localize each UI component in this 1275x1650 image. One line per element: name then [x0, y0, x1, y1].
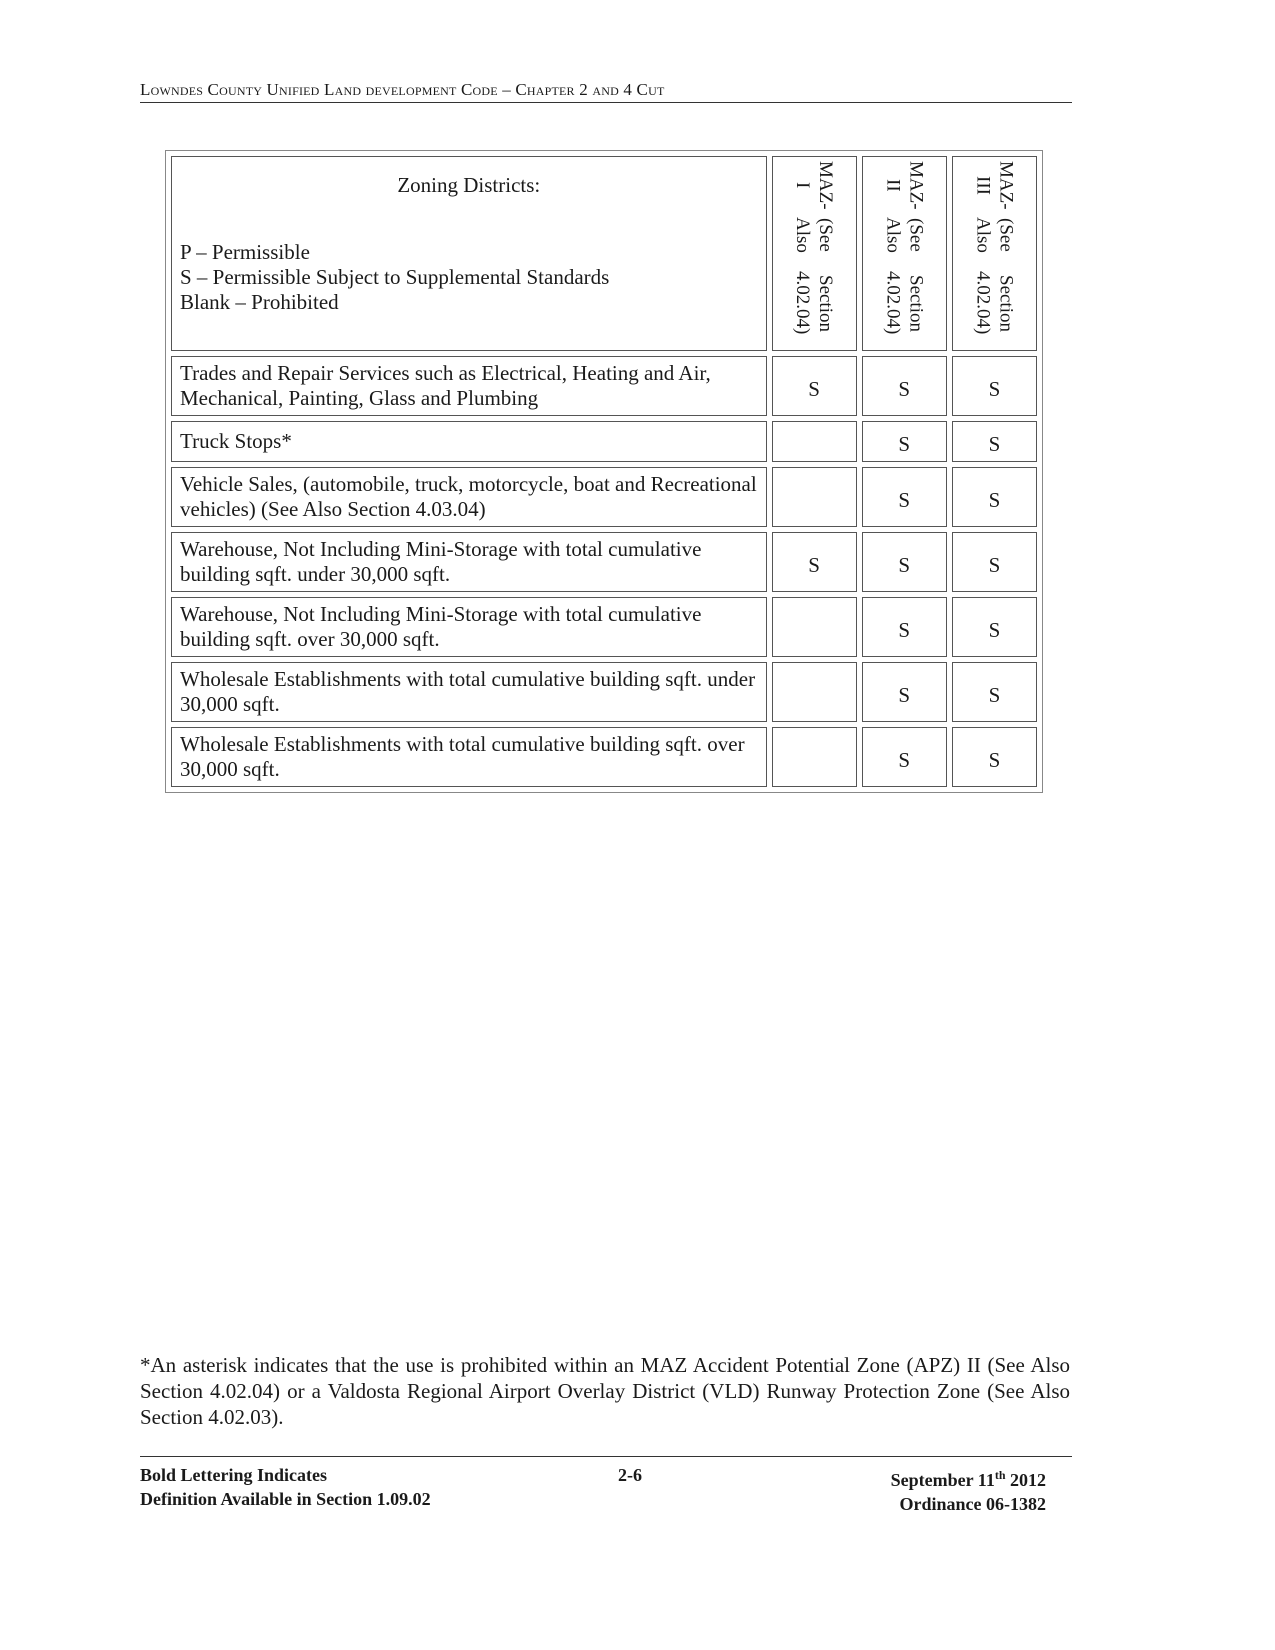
- legend-title: Zoning Districts:: [397, 173, 541, 197]
- footer-left-line2: Definition Available in Section 1.09.02: [140, 1489, 431, 1509]
- running-header: Lowndes County Unified Land development Code – Chapter 2 and 4 Cut: [140, 80, 1072, 103]
- column-section: Section 4.02.04): [882, 271, 927, 335]
- permission-cell: [772, 597, 857, 657]
- permission-cell: S: [952, 421, 1037, 462]
- land-use-cell: Wholesale Establishments with total cumulative building sqft. over 30,000 sqft.: [171, 727, 767, 787]
- permission-cell: S: [862, 421, 947, 462]
- permission-cell: [772, 421, 857, 462]
- permission-cell: S: [862, 727, 947, 787]
- date-ordinal: th: [994, 1468, 1006, 1482]
- footer-date: [891, 1463, 1046, 1492]
- land-use-cell: Vehicle Sales, (automobile, truck, motorcycle, boat and Recreational vehicles) (See Also Section 4.03.04): [171, 467, 767, 527]
- land-use-cell: Truck Stops*: [171, 421, 767, 462]
- land-use-cell: Wholesale Establishments with total cumulative building sqft. under 30,000 sqft.: [171, 662, 767, 722]
- table-row: [171, 597, 1037, 657]
- permission-cell: [772, 467, 857, 527]
- land-use-cell: Warehouse, Not Including Mini-Storage with total cumulative building sqft. under 30,000 sqft.: [171, 532, 767, 592]
- footer-ordinance: Ordinance 06-1382: [899, 1494, 1046, 1514]
- table-row: [171, 727, 1037, 787]
- permission-cell: S: [952, 597, 1037, 657]
- legend-prohibited: Blank – Prohibited: [180, 290, 339, 314]
- permission-cell: S: [862, 532, 947, 592]
- legend-cell: [171, 156, 767, 351]
- date-year: 2012: [1005, 1470, 1046, 1490]
- date-text: September 11: [890, 1470, 995, 1490]
- table-row: [171, 532, 1037, 592]
- column-section: Section 4.02.04): [972, 271, 1017, 335]
- column-name: MAZ-II: [882, 161, 927, 210]
- permission-cell: S: [862, 662, 947, 722]
- table-row: [171, 467, 1037, 527]
- permission-cell: S: [862, 356, 947, 416]
- permission-cell: S: [862, 597, 947, 657]
- legend-supplemental: S – Permissible Subject to Supplemental Standards: [180, 265, 610, 289]
- table-row: [171, 662, 1037, 722]
- permission-cell: S: [862, 467, 947, 527]
- asterisk-footnote: *An asterisk indicates that the use is prohibited within an MAZ Accident Potential Zone (APZ) II (See Also Section 4.02.04) or a Valdosta Regional Airport Overlay District (VLD) Runway Protection Zone (See Also Section 4.02.03).: [140, 1353, 1070, 1429]
- column-note: (See Also: [972, 216, 1017, 253]
- page-number: 2-6: [618, 1465, 642, 1485]
- footer-left-line1: Bold Lettering Indicates: [140, 1465, 327, 1485]
- column-header-maz-iii: [952, 156, 1037, 351]
- column-name: MAZ-I: [792, 161, 837, 210]
- footer-date-ordinance: [891, 1463, 1046, 1516]
- legend-permissible: P – Permissible: [180, 240, 310, 264]
- permission-cell: S: [772, 532, 857, 592]
- permission-cell: [772, 727, 857, 787]
- permission-cell: S: [952, 532, 1037, 592]
- permission-cell: S: [772, 356, 857, 416]
- permission-cell: S: [952, 727, 1037, 787]
- land-use-cell: Warehouse, Not Including Mini-Storage with total cumulative building sqft. over 30,000 sqft.: [171, 597, 767, 657]
- table-row: [171, 421, 1037, 462]
- column-section: Section 4.02.04): [792, 271, 837, 335]
- column-name: MAZ-III: [972, 161, 1017, 210]
- column-header-maz-i: [772, 156, 857, 351]
- permission-cell: S: [952, 662, 1037, 722]
- table-row: [171, 356, 1037, 416]
- page-footer: [140, 1456, 1072, 1514]
- column-header-maz-ii: [862, 156, 947, 351]
- land-use-cell: Trades and Repair Services such as Electrical, Heating and Air, Mechanical, Painting, Glass and Plumbing: [171, 356, 767, 416]
- permission-cell: [772, 662, 857, 722]
- permission-cell: S: [952, 467, 1037, 527]
- zoning-districts-table: [165, 150, 1043, 793]
- table-header-row: [171, 156, 1037, 351]
- column-note: (See Also: [792, 216, 837, 253]
- permission-cell: S: [952, 356, 1037, 416]
- footer-bold-note: [140, 1463, 431, 1511]
- column-note: (See Also: [882, 216, 927, 253]
